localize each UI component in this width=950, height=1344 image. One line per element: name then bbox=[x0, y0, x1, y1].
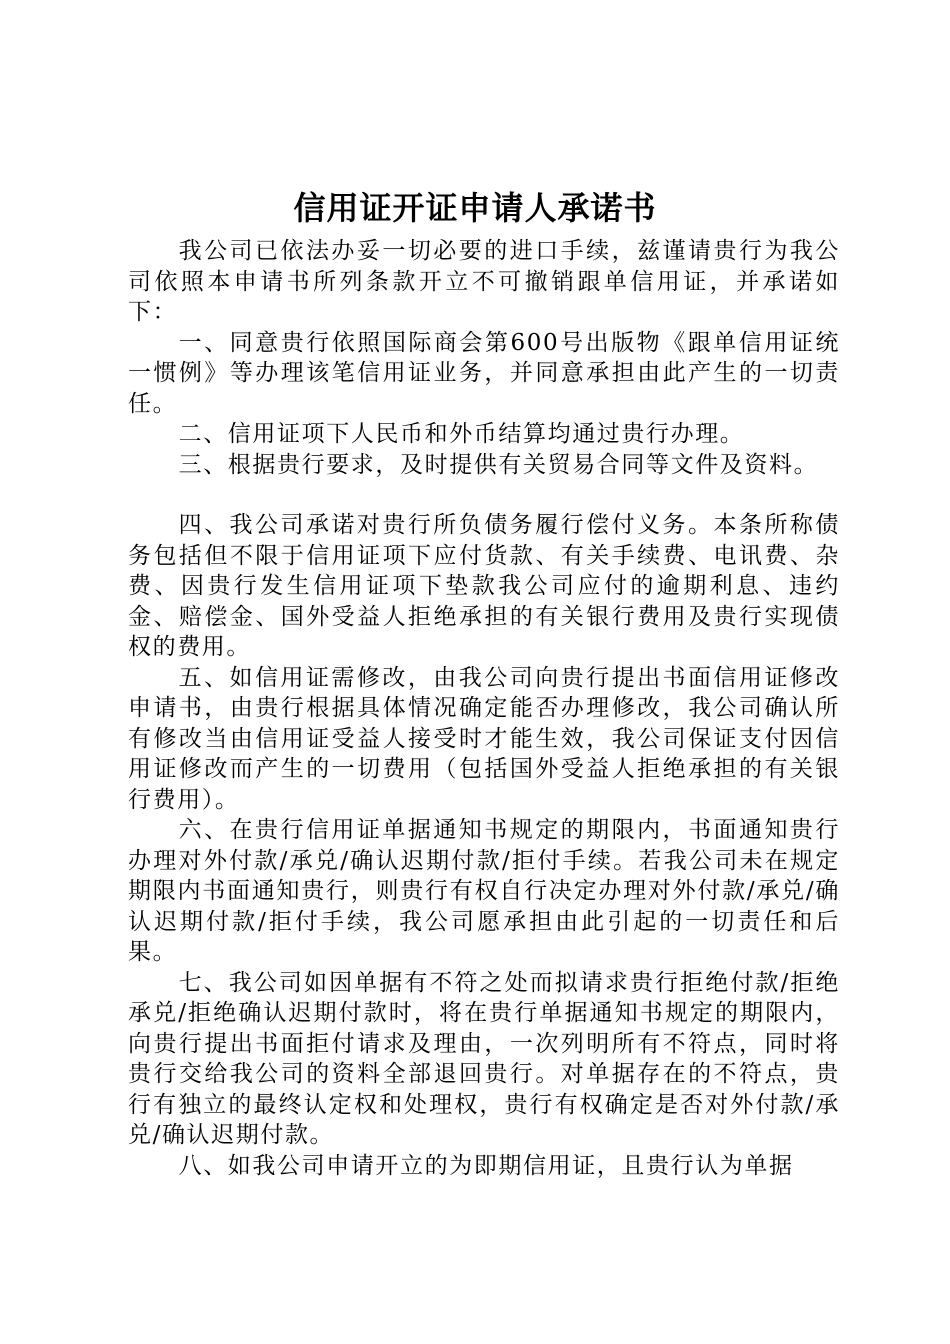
clause-5-paragraph: 五、如信用证需修改，由我公司向贵行提出书面信用证修改申请书，由贵行根据具体情况确定能否办理修改，我公司确认所有修改当由信用证受益人接受时才能生效，我公司保证支付因信用证修改而产生的一切费用（包括国外受益人拒绝承担的有关银行费用）。 bbox=[128, 664, 840, 813]
clause-1-paragraph: 一、同意贵行依照国际商会第600号出版物《跟单信用证统一惯例》等办理该笔信用证业务，并同意承担由此产生的一切责任。 bbox=[128, 329, 840, 417]
clause-7-paragraph: 七、我公司如因单据有不符之处而拟请求贵行拒绝付款/拒绝承兑/拒绝确认迟期付款时，将在贵行单据通知书规定的期限内，向贵行提出书面拒付请求及理由，一次列明所有不符点，同时将贵行交给我公司的资料全部退回贵行。对单据存在的不符点，贵行有独立的最终认定权和处理权，贵行有权确定是否对外付款/承兑/确认迟期付款。 bbox=[128, 969, 840, 1148]
document-title: 信用证开证申请人承诺书 bbox=[293, 189, 657, 227]
intro-paragraph: 我公司已依法办妥一切必要的进口手续，兹谨请贵行为我公司依照本申请书所列条款开立不可撤销跟单信用证，并承诺如下： bbox=[128, 238, 840, 325]
document-body bbox=[128, 236, 840, 1181]
clause-6-paragraph: 六、在贵行信用证单据通知书规定的期限内，书面通知贵行办理对外付款/承兑/确认迟期付款/拒付手续。若我公司未在规定期限内书面通知贵行，则贵行有权自行决定办理对外付款/承兑/确认迟期付款/拒付手续，我公司愿承担由此引起的一切责任和后果。 bbox=[128, 817, 840, 965]
clause-8-paragraph: 八、如我公司申请开立的为即期信用证，且贵行认为单据 bbox=[178, 1152, 794, 1179]
clause-2-paragraph: 二、信用证项下人民币和外币结算均通过贵行办理。 bbox=[178, 421, 745, 447]
clause-3-paragraph: 三、根据贵行要求，及时提供有关贸易合同等文件及资料。 bbox=[178, 451, 819, 478]
clause-4-paragraph: 四、我公司承诺对贵行所负债务履行偿付义务。本条所称债务包括但不限于信用证项下应付货款、有关手续费、电讯费、杂费、因贵行发生信用证项下垫款我公司应付的逾期利息、违约金、赔偿金、国外受益人拒绝承担的有关银行费用及贵行实现债权的费用。 bbox=[128, 512, 840, 660]
